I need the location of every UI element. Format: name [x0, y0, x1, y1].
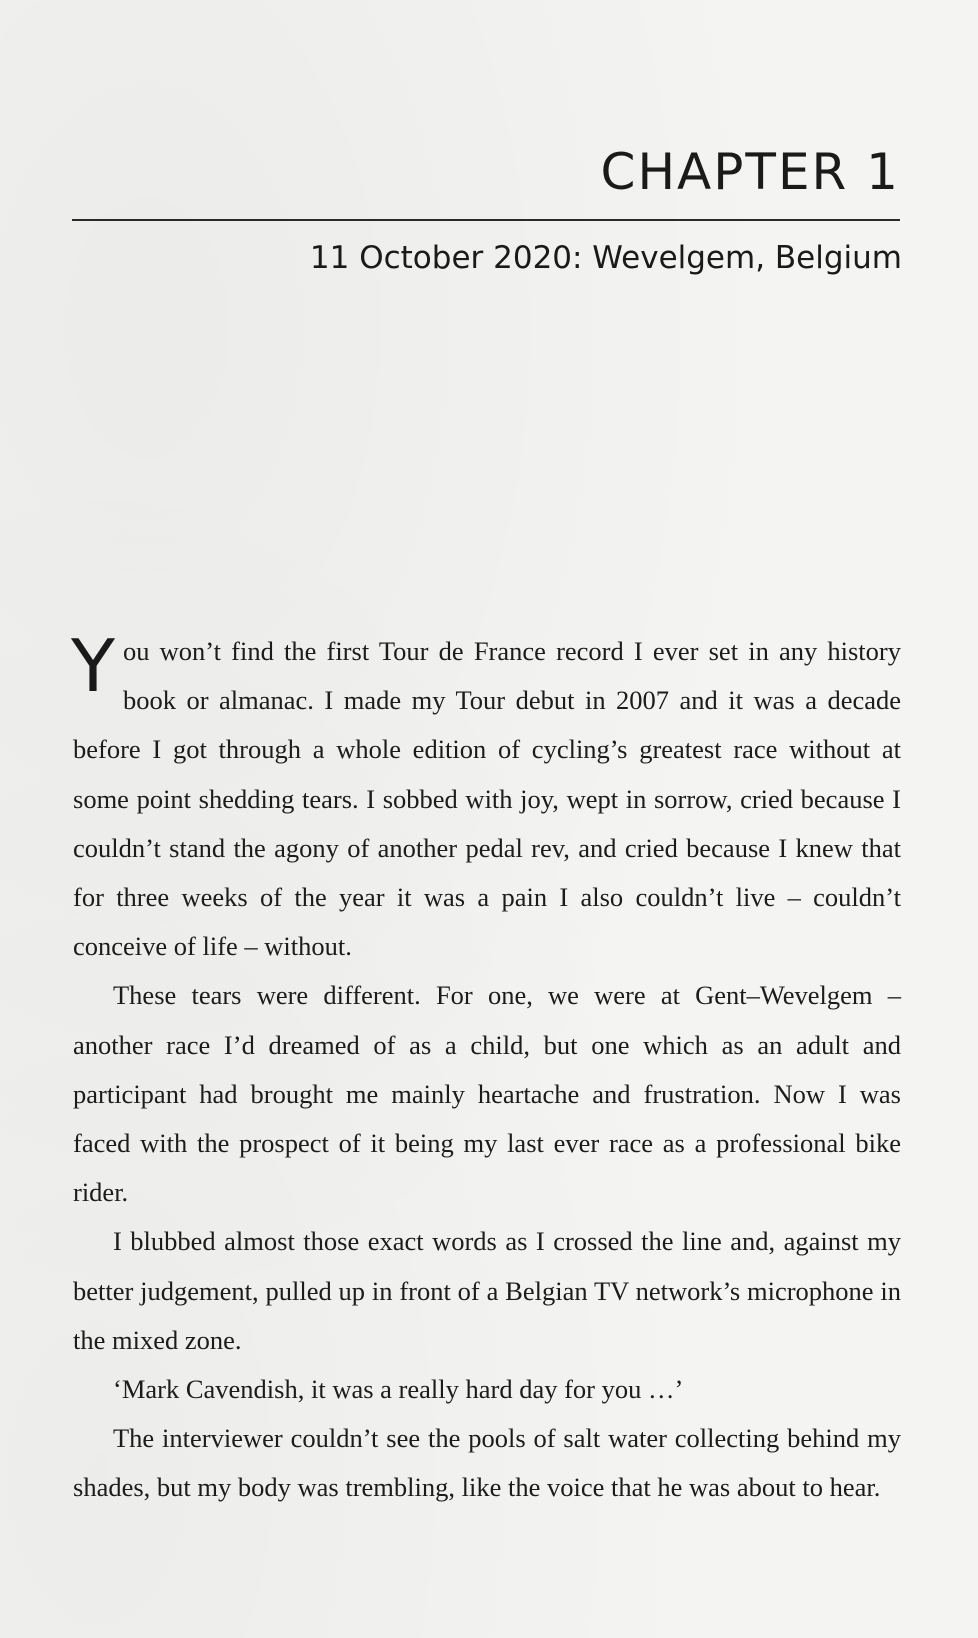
chapter-subtitle: 11 October 2020: Wevelgem, Belgium — [309, 240, 902, 276]
chapter-divider — [72, 219, 900, 221]
chapter-title: CHAPTER 1 — [600, 143, 900, 201]
paragraph-1 — [71, 624, 901, 971]
paragraph-2: These tears were different. For one, we were at Gent–Wevelgem – another race I’d dreamed of as a child, but one which as an adult and participant had brought me mainly heartache and frustration. Now I was faced with the prospect of it being my last ever race as a professional bike rider. — [73, 980, 901, 1208]
paragraph-5: The interviewer couldn’t see the pools of salt water collecting behind my shades, but my body was trembling, like the voice that he was about to hear. — [73, 1423, 901, 1503]
paragraph-1-text: ou won’t find the first Tour de France record I ever set in any history book or almanac. I made my Tour debut in 2007 and it was a decade before I got through a whole edition of cycling’s greatest race without at some point shedding tears. I sobbed with joy, wept in sorrow, cried because I couldn’t stand the agony of another pedal rev, and cried because I knew that for three weeks of the year it was a pain I also couldn’t live – couldn’t conceive of life – without. — [73, 636, 901, 962]
paragraph-4: ‘Mark Cavendish, it was a really hard day for you …’ — [113, 1374, 684, 1405]
body-text — [71, 624, 901, 1513]
drop-cap: Y — [71, 624, 115, 708]
paragraph-3: I blubbed almost those exact words as I crossed the line and, against my better judgement, pulled up in front of a Belgian TV network’s microphone in the mixed zone. — [73, 1226, 901, 1355]
